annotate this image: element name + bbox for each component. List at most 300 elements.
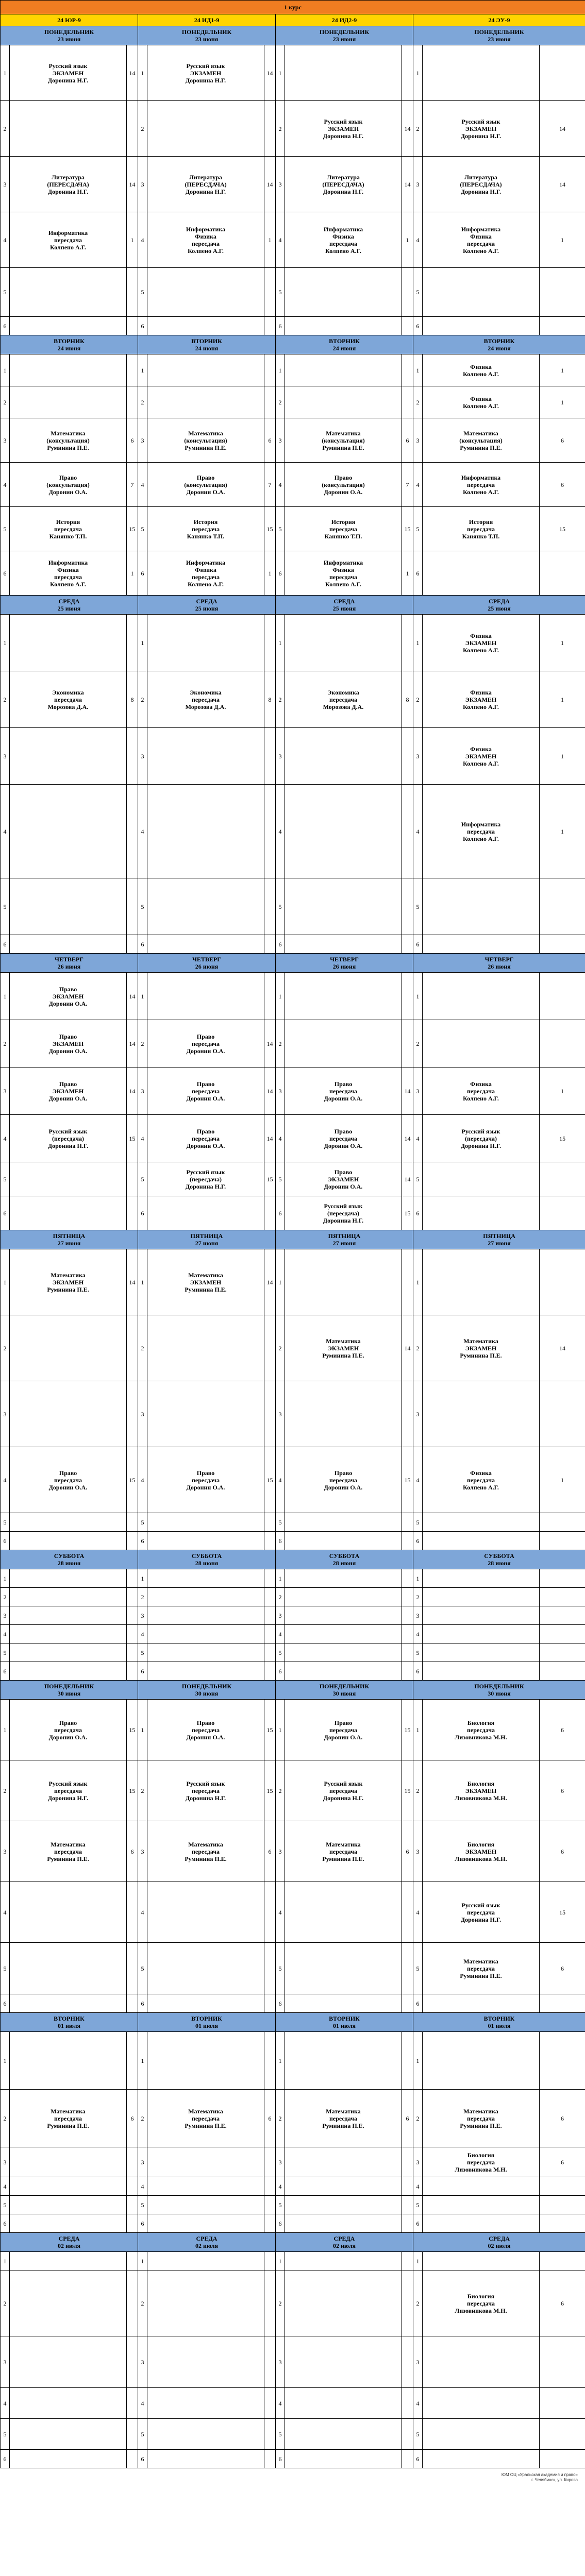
- room-number: 14: [402, 1115, 413, 1162]
- lesson-text-line: Экономика: [190, 688, 222, 696]
- lesson-text-line: пересдача: [466, 2158, 495, 2166]
- lesson-number: 4: [413, 212, 423, 268]
- lesson-cell: [285, 878, 402, 935]
- lesson-cell: [285, 2336, 402, 2388]
- room-number: [127, 1606, 138, 1625]
- lesson-text-line: Руминина П.Е.: [185, 1855, 227, 1862]
- lesson-text-line: пересдача: [329, 1726, 358, 1734]
- room-number: 15: [540, 1882, 585, 1943]
- day-header: [413, 596, 585, 615]
- room-number: [540, 878, 585, 935]
- lesson-number: 2: [276, 1020, 285, 1067]
- day-header: [413, 1550, 585, 1569]
- lesson-number: 2: [413, 2090, 423, 2147]
- room-number: [402, 1020, 413, 1067]
- day-header-row: [1, 26, 585, 45]
- lesson-cell: [147, 354, 264, 386]
- lesson-cell: [10, 1643, 127, 1662]
- lesson-number: 3: [1, 418, 10, 463]
- lesson-row: [1, 1249, 585, 1315]
- lesson-text-line: Право: [196, 473, 215, 481]
- room-number: [540, 1381, 585, 1447]
- room-number: [402, 1882, 413, 1943]
- room-number: 15: [402, 1447, 413, 1513]
- room-number: 6: [402, 2090, 413, 2147]
- lesson-text-line: Доронина Н.Г.: [323, 132, 364, 140]
- lesson-cell: [285, 1249, 402, 1315]
- day-header: [1, 2013, 138, 2032]
- lesson-number: 5: [413, 2196, 423, 2214]
- room-number: [402, 1249, 413, 1315]
- day-date: 01 июля: [332, 2022, 356, 2029]
- room-number: [402, 1381, 413, 1447]
- lesson-number: 3: [138, 418, 147, 463]
- room-number: 8: [127, 671, 138, 728]
- lesson-row: [1, 728, 585, 785]
- lesson-text-line: Право: [334, 473, 353, 481]
- lesson-cell: [10, 2450, 127, 2468]
- lesson-cell: [285, 551, 402, 596]
- day-header: [138, 2013, 276, 2032]
- lesson-number: 6: [138, 1196, 147, 1230]
- room-number: [402, 1643, 413, 1662]
- lesson-number: 1: [276, 1249, 285, 1315]
- lesson-number: 4: [413, 1625, 423, 1643]
- lesson-text-line: Руминина П.Е.: [460, 444, 502, 451]
- lesson-number: 2: [1, 101, 10, 157]
- lesson-row: [1, 2177, 585, 2196]
- day-date: 01 июля: [195, 2022, 218, 2029]
- lesson-cell: [147, 1249, 264, 1315]
- room-number: 6: [264, 1821, 276, 1882]
- room-number: [402, 1994, 413, 2013]
- room-number: 1: [127, 551, 138, 596]
- room-number: [402, 1513, 413, 1532]
- lesson-number: 2: [413, 2270, 423, 2336]
- day-name: СРЕДА: [333, 598, 355, 605]
- lesson-number: 3: [276, 2336, 285, 2388]
- lesson-text-line: Доронин О.А.: [324, 1733, 363, 1741]
- room-number: 15: [127, 1447, 138, 1513]
- room-number: [402, 1606, 413, 1625]
- day-header: [1, 26, 138, 45]
- lesson-text-line: Руминина П.Е.: [460, 1972, 502, 1979]
- lesson-number: 2: [1, 671, 10, 728]
- room-number: [264, 1882, 276, 1943]
- lesson-cell: [423, 2090, 540, 2147]
- room-number: 14: [264, 157, 276, 212]
- room-number: [540, 1606, 585, 1625]
- lesson-number: 2: [138, 1315, 147, 1381]
- lesson-text-line: Доронина Н.Г.: [47, 76, 89, 84]
- lesson-cell: [423, 878, 540, 935]
- room-number: 1: [540, 671, 585, 728]
- lesson-number: 2: [276, 2090, 285, 2147]
- day-header: [1, 596, 138, 615]
- lesson-text-line: пересдача: [191, 1848, 220, 1855]
- lesson-number: 6: [413, 935, 423, 954]
- lesson-text-line: Математика: [463, 2107, 498, 2115]
- lesson-number: 5: [138, 1643, 147, 1662]
- room-number: [127, 2177, 138, 2196]
- lesson-text-line: (ПЕРЕСДАЧА): [322, 180, 364, 188]
- lesson-row: [1, 2270, 585, 2336]
- room-number: 6: [540, 418, 585, 463]
- lesson-cell: [423, 418, 540, 463]
- lesson-number: 3: [1, 728, 10, 785]
- lesson-cell: [285, 1115, 402, 1162]
- lesson-number: 2: [276, 2270, 285, 2336]
- lesson-text-line: Доронина Н.Г.: [185, 188, 226, 195]
- room-number: [127, 2147, 138, 2177]
- lesson-text-line: Русский язык: [48, 1780, 88, 1787]
- lesson-number: 3: [1, 1821, 10, 1882]
- lesson-cell: [147, 418, 264, 463]
- lesson-cell: [10, 2336, 127, 2388]
- room-number: [540, 45, 585, 101]
- room-number: [402, 1943, 413, 1994]
- lesson-number: 4: [138, 1882, 147, 1943]
- lesson-cell: [147, 1315, 264, 1381]
- lesson-number: 3: [413, 2147, 423, 2177]
- lesson-number: 6: [1, 935, 10, 954]
- day-date: 23 июня: [488, 36, 511, 43]
- lesson-text-line: Доронин О.А.: [48, 1483, 88, 1491]
- lesson-text-line: Физика: [470, 632, 492, 639]
- lesson-cell: [285, 1606, 402, 1625]
- day-header: [276, 1550, 413, 1569]
- room-number: [264, 354, 276, 386]
- lesson-cell: [147, 878, 264, 935]
- lesson-row: [1, 1643, 585, 1662]
- day-name: ПЯТНИЦА: [483, 1232, 515, 1240]
- lesson-cell: [285, 785, 402, 878]
- lesson-cell: [10, 1447, 127, 1513]
- lesson-cell: [423, 2032, 540, 2090]
- lesson-text-line: пересдача: [54, 2114, 82, 2122]
- lesson-cell: [10, 212, 127, 268]
- lesson-cell: [423, 1162, 540, 1196]
- lesson-number: 6: [413, 317, 423, 335]
- lesson-cell: [285, 1760, 402, 1821]
- lesson-row: [1, 2214, 585, 2233]
- lesson-cell: [423, 2252, 540, 2270]
- lesson-text-line: Русский язык: [186, 1168, 225, 1176]
- lesson-number: 4: [276, 463, 285, 507]
- lesson-text-line: ЭКЗАМЕН: [465, 752, 497, 760]
- room-number: [540, 1513, 585, 1532]
- lesson-text-line: Доронин О.А.: [324, 1483, 363, 1491]
- room-number: [264, 2388, 276, 2419]
- lesson-text-line: Колпено А.Г.: [463, 759, 499, 767]
- lesson-cell: [147, 2419, 264, 2450]
- lesson-cell: [147, 2252, 264, 2270]
- lesson-number: 3: [276, 728, 285, 785]
- lesson-cell: [10, 2419, 127, 2450]
- lesson-text-line: пересдача: [466, 240, 495, 247]
- lesson-number: 4: [413, 2177, 423, 2196]
- lesson-cell: [10, 2196, 127, 2214]
- room-number: [402, 45, 413, 101]
- lesson-number: 4: [138, 212, 147, 268]
- lesson-cell: [423, 728, 540, 785]
- lesson-number: 4: [1, 1447, 10, 1513]
- lesson-number: 4: [413, 1115, 423, 1162]
- group-header: 24 ИД2-9: [276, 14, 413, 26]
- lesson-cell: [285, 418, 402, 463]
- lesson-cell: [423, 2214, 540, 2233]
- lesson-text-line: пересдача: [191, 240, 220, 247]
- lesson-text-line: Биология: [467, 1840, 495, 1848]
- lesson-cell: [147, 317, 264, 335]
- lesson-text-line: (консультация): [184, 481, 227, 488]
- lesson-text-line: Руминина П.Е.: [47, 2122, 89, 2129]
- room-number: 15: [127, 1700, 138, 1760]
- lesson-cell: [285, 1943, 402, 1994]
- lesson-text-line: пересдача: [466, 2114, 495, 2122]
- lesson-number: 5: [413, 1943, 423, 1994]
- room-number: [402, 2270, 413, 2336]
- lesson-text-line: Право: [334, 1080, 353, 1088]
- lesson-cell: [147, 671, 264, 728]
- lesson-number: 2: [413, 1588, 423, 1606]
- lesson-text-line: Канянко Т.П.: [49, 532, 87, 540]
- room-number: [127, 935, 138, 954]
- day-header-row: [1, 335, 585, 354]
- lesson-cell: [285, 1588, 402, 1606]
- lesson-text-line: Математика: [326, 1840, 361, 1848]
- day-name: ЧЕТВЕРГ: [192, 956, 221, 963]
- day-name: ПОНЕДЕЛЬНИК: [44, 1683, 94, 1690]
- lesson-number: 1: [413, 354, 423, 386]
- lesson-number: 1: [413, 1569, 423, 1588]
- room-number: [540, 2196, 585, 2214]
- day-name: ВТОРНИК: [483, 2015, 515, 2022]
- lesson-text-line: пересдача: [466, 481, 495, 488]
- lesson-text-line: Математика: [51, 1840, 86, 1848]
- room-number: [540, 317, 585, 335]
- lesson-number: 5: [1, 1643, 10, 1662]
- lesson-cell: [285, 973, 402, 1020]
- lesson-cell: [10, 615, 127, 671]
- room-number: [264, 1662, 276, 1681]
- lesson-cell: [10, 1381, 127, 1447]
- room-number: [127, 1662, 138, 1681]
- lesson-number: 6: [413, 551, 423, 596]
- lesson-number: 6: [1, 2450, 10, 2468]
- lesson-text-line: Математика: [51, 2107, 86, 2115]
- lesson-cell: [10, 386, 127, 418]
- lesson-cell: [10, 935, 127, 954]
- lesson-number: 2: [276, 1760, 285, 1821]
- day-header-row: [1, 2233, 585, 2252]
- lesson-cell: [10, 2388, 127, 2419]
- page-footer: [0, 2468, 585, 2484]
- lesson-cell: [10, 2090, 127, 2147]
- lesson-text-line: Доронина Н.Г.: [323, 1794, 364, 1802]
- room-number: [264, 1606, 276, 1625]
- room-number: [540, 551, 585, 596]
- lesson-cell: [147, 785, 264, 878]
- lesson-number: 5: [413, 1162, 423, 1196]
- lesson-cell: [423, 1513, 540, 1532]
- lesson-text-line: Русский язык: [461, 117, 500, 125]
- room-number: [402, 2214, 413, 2233]
- lesson-text-line: ЭКЗАМЕН: [465, 125, 497, 132]
- lesson-text-line: Информатика: [461, 473, 501, 481]
- lesson-cell: [147, 1662, 264, 1681]
- lesson-cell: [423, 1606, 540, 1625]
- room-number: [264, 1994, 276, 2013]
- lesson-cell: [285, 2196, 402, 2214]
- lesson-cell: [10, 1513, 127, 1532]
- lesson-row: [1, 386, 585, 418]
- day-name: ПОНЕДЕЛЬНИК: [181, 28, 232, 36]
- lesson-number: 2: [1, 1760, 10, 1821]
- room-number: [264, 268, 276, 317]
- lesson-row: [1, 2450, 585, 2468]
- lesson-row: [1, 973, 585, 1020]
- room-number: 6: [127, 418, 138, 463]
- lesson-cell: [423, 354, 540, 386]
- lesson-text-line: Доронина Н.Г.: [323, 1216, 364, 1224]
- lesson-number: 3: [413, 1606, 423, 1625]
- lesson-number: 4: [1, 463, 10, 507]
- lesson-number: 1: [1, 1700, 10, 1760]
- lesson-text-line: пересдача: [191, 696, 220, 703]
- lesson-cell: [147, 1882, 264, 1943]
- lesson-text-line: Русский язык: [186, 1780, 225, 1787]
- lesson-text-line: пересдача: [54, 525, 82, 533]
- lesson-text-line: пересдача: [191, 525, 220, 533]
- lesson-text-line: пересдача: [191, 1787, 220, 1794]
- room-number: [540, 2388, 585, 2419]
- lesson-number: 5: [138, 1513, 147, 1532]
- day-date: 02 июля: [488, 2242, 511, 2249]
- lesson-text-line: Морозова Д.А.: [323, 703, 364, 710]
- lesson-number: 2: [138, 1760, 147, 1821]
- lesson-text-line: История: [56, 518, 80, 526]
- lesson-cell: [147, 1760, 264, 1821]
- room-number: 1: [264, 212, 276, 268]
- lesson-cell: [147, 2214, 264, 2233]
- room-number: [402, 2147, 413, 2177]
- lesson-cell: [423, 2177, 540, 2196]
- footer-text: [502, 2472, 578, 2483]
- lesson-cell: [10, 101, 127, 157]
- lesson-number: 5: [276, 1643, 285, 1662]
- lesson-cell: [147, 728, 264, 785]
- lesson-cell: [10, 1994, 127, 2013]
- room-number: [264, 1569, 276, 1588]
- lesson-text-line: ЭКЗАМЕН: [465, 1848, 497, 1855]
- lesson-row: [1, 878, 585, 935]
- lesson-text-line: пересдача: [466, 827, 495, 835]
- day-header: [276, 1230, 413, 1249]
- lesson-number: 6: [138, 1662, 147, 1681]
- lesson-text-line: пересдача: [54, 1476, 82, 1484]
- lesson-text-line: Математика: [463, 1957, 498, 1965]
- lesson-text-line: Руминина П.Е.: [322, 1855, 364, 1862]
- lesson-number: 4: [276, 1625, 285, 1643]
- lesson-number: 6: [276, 551, 285, 596]
- lesson-text-line: пересдача: [54, 573, 82, 581]
- lesson-cell: [10, 1943, 127, 1994]
- lesson-text-line: Лизовникова М.Н.: [455, 1855, 507, 1862]
- lesson-text-line: Доронин О.А.: [186, 488, 225, 496]
- room-number: 15: [540, 1115, 585, 1162]
- day-name: СРЕДА: [489, 2235, 510, 2242]
- room-number: 15: [402, 1760, 413, 1821]
- room-number: [264, 2419, 276, 2450]
- lesson-row: [1, 354, 585, 386]
- lesson-number: 5: [1, 268, 10, 317]
- room-number: [127, 2270, 138, 2336]
- group-header: 24 ЭУ-9: [413, 14, 585, 26]
- lesson-text-line: Доронина Н.Г.: [47, 1794, 89, 1802]
- lesson-cell: [10, 463, 127, 507]
- lesson-text-line: Морозова Д.А.: [185, 703, 226, 710]
- day-date: 30 июня: [488, 1690, 511, 1697]
- lesson-number: 5: [413, 878, 423, 935]
- lesson-number: 5: [138, 1162, 147, 1196]
- schedule-body: [1, 1, 585, 2468]
- lesson-number: 4: [1, 2177, 10, 2196]
- room-number: [127, 1381, 138, 1447]
- room-number: [264, 1196, 276, 1230]
- room-number: [127, 1943, 138, 1994]
- lesson-number: 1: [1, 2252, 10, 2270]
- lesson-cell: [285, 1447, 402, 1513]
- lesson-text-line: Математика: [188, 429, 223, 437]
- lesson-row: [1, 2032, 585, 2090]
- room-number: 6: [264, 418, 276, 463]
- lesson-cell: [147, 551, 264, 596]
- room-number: [264, 973, 276, 1020]
- lesson-cell: [285, 671, 402, 728]
- room-number: [402, 2177, 413, 2196]
- lesson-cell: [285, 1700, 402, 1760]
- lesson-number: 4: [276, 1882, 285, 1943]
- lesson-number: 1: [276, 45, 285, 101]
- lesson-row: [1, 2147, 585, 2177]
- lesson-cell: [285, 463, 402, 507]
- lesson-text-line: Доронина Н.Г.: [460, 132, 502, 140]
- room-number: 15: [540, 507, 585, 551]
- day-date: 24 июня: [488, 345, 511, 352]
- lesson-row: [1, 2196, 585, 2214]
- lesson-cell: [423, 1569, 540, 1588]
- lesson-text-line: ЭКЗАМЕН: [52, 992, 84, 1000]
- room-number: [127, 2450, 138, 2468]
- lesson-number: 2: [1, 2090, 10, 2147]
- lesson-cell: [147, 1643, 264, 1662]
- day-header: [1, 1230, 138, 1249]
- title-row: [1, 1, 585, 14]
- lesson-cell: [147, 2177, 264, 2196]
- lesson-row: [1, 1662, 585, 1681]
- lesson-text-line: Руминина П.Е.: [322, 2122, 364, 2129]
- room-number: [127, 1162, 138, 1196]
- lesson-number: 6: [413, 1532, 423, 1550]
- lesson-row: [1, 1196, 585, 1230]
- lesson-text-line: Математика: [326, 2107, 361, 2115]
- day-header: [138, 26, 276, 45]
- lesson-text-line: Доронин О.А.: [48, 999, 88, 1007]
- lesson-cell: [147, 935, 264, 954]
- room-number: 14: [127, 973, 138, 1020]
- lesson-cell: [147, 101, 264, 157]
